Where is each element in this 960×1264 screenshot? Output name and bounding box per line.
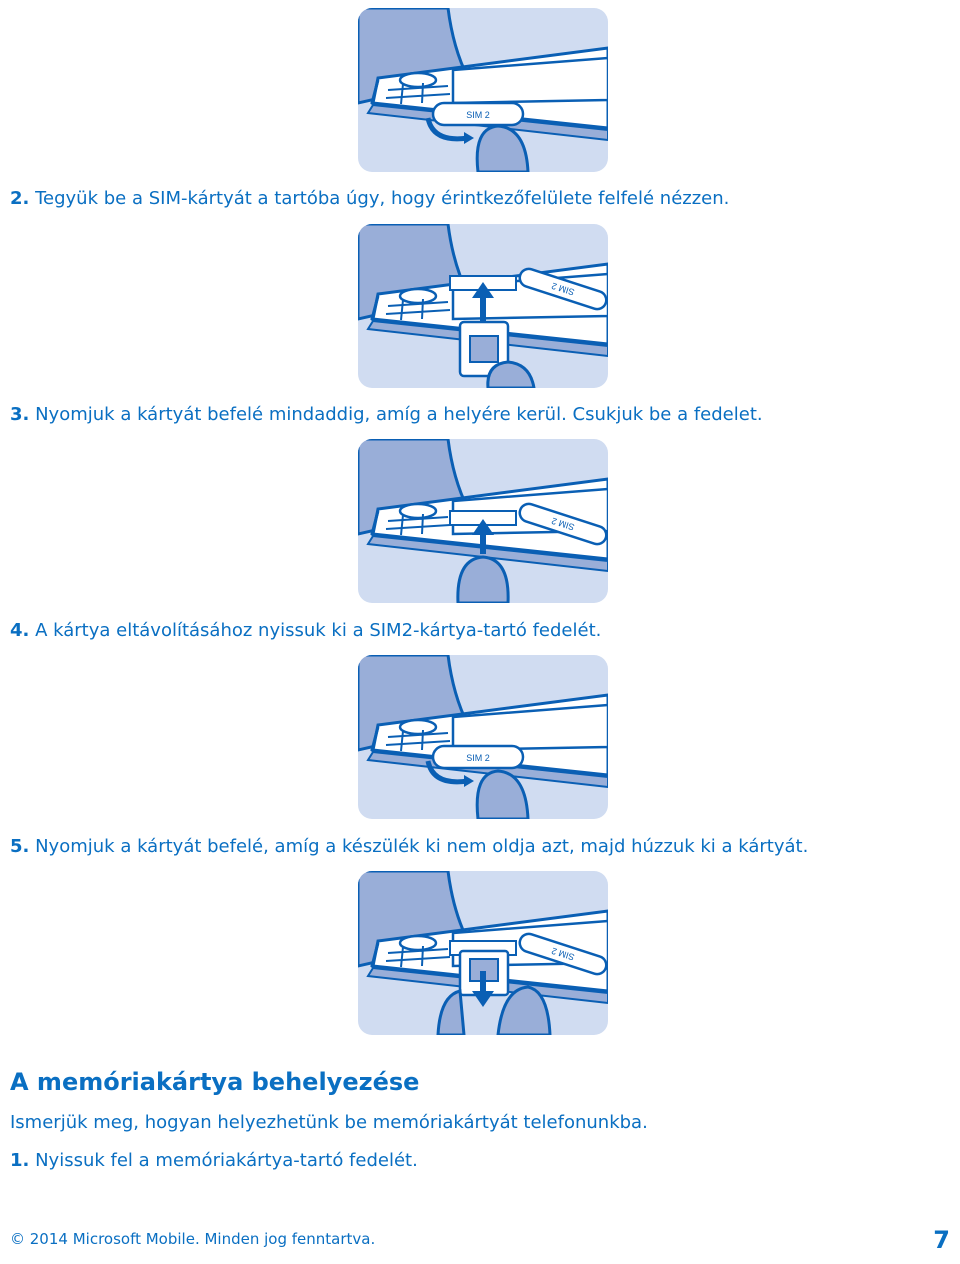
figure-remove-sim-card — [358, 871, 608, 1035]
section-intro: Ismerjük meg, hogyan helyezhetünk be memóriakártyát telefonunkba. — [10, 1112, 648, 1133]
step-text: Nyomjuk a kártyát befelé mindaddig, amíg a helyére kerül. Csukjuk be a fedelet. — [29, 404, 763, 425]
step-text: A kártya eltávolításához nyissuk ki a SIM2-kártya-tartó fedelét. — [29, 620, 602, 641]
figure-open-sim2-cover — [358, 8, 608, 172]
step-text: Nyomjuk a kártyát befelé, amíg a készülék ki nem oldja azt, majd húzzuk ki a kártyát. — [29, 836, 809, 857]
sim2-label: SIM 2 — [550, 515, 576, 533]
section-title: A memóriakártya behelyezése — [10, 1068, 420, 1096]
step-5 — [10, 836, 808, 857]
step-text: Nyissuk fel a memóriakártya-tartó fedelét. — [29, 1150, 418, 1171]
step-number: 2. — [10, 188, 30, 209]
step-number: 4. — [10, 620, 30, 641]
sim2-label: SIM 2 — [466, 110, 490, 120]
step-number: 1. — [10, 1150, 30, 1171]
step-text: Tegyük be a SIM-kártyát a tartóba úgy, hogy érintkezőfelülete felfelé nézzen. — [29, 188, 730, 209]
step-number: 5. — [10, 836, 30, 857]
figure-push-sim-in — [358, 439, 608, 603]
sim2-label: SIM 2 — [550, 945, 576, 963]
sim2-label: SIM 2 — [466, 753, 490, 763]
page-number: 7 — [933, 1226, 950, 1254]
figure-insert-sim-card — [358, 224, 608, 388]
sim2-label: SIM 2 — [550, 280, 576, 298]
step-2 — [10, 188, 729, 209]
step-number: 3. — [10, 404, 30, 425]
figure-open-sim2-cover-again — [358, 655, 608, 819]
memory-step-1 — [10, 1150, 418, 1171]
step-3 — [10, 404, 763, 425]
step-4 — [10, 620, 601, 641]
copyright: © 2014 Microsoft Mobile. Minden jog fenntartva. — [10, 1230, 376, 1248]
